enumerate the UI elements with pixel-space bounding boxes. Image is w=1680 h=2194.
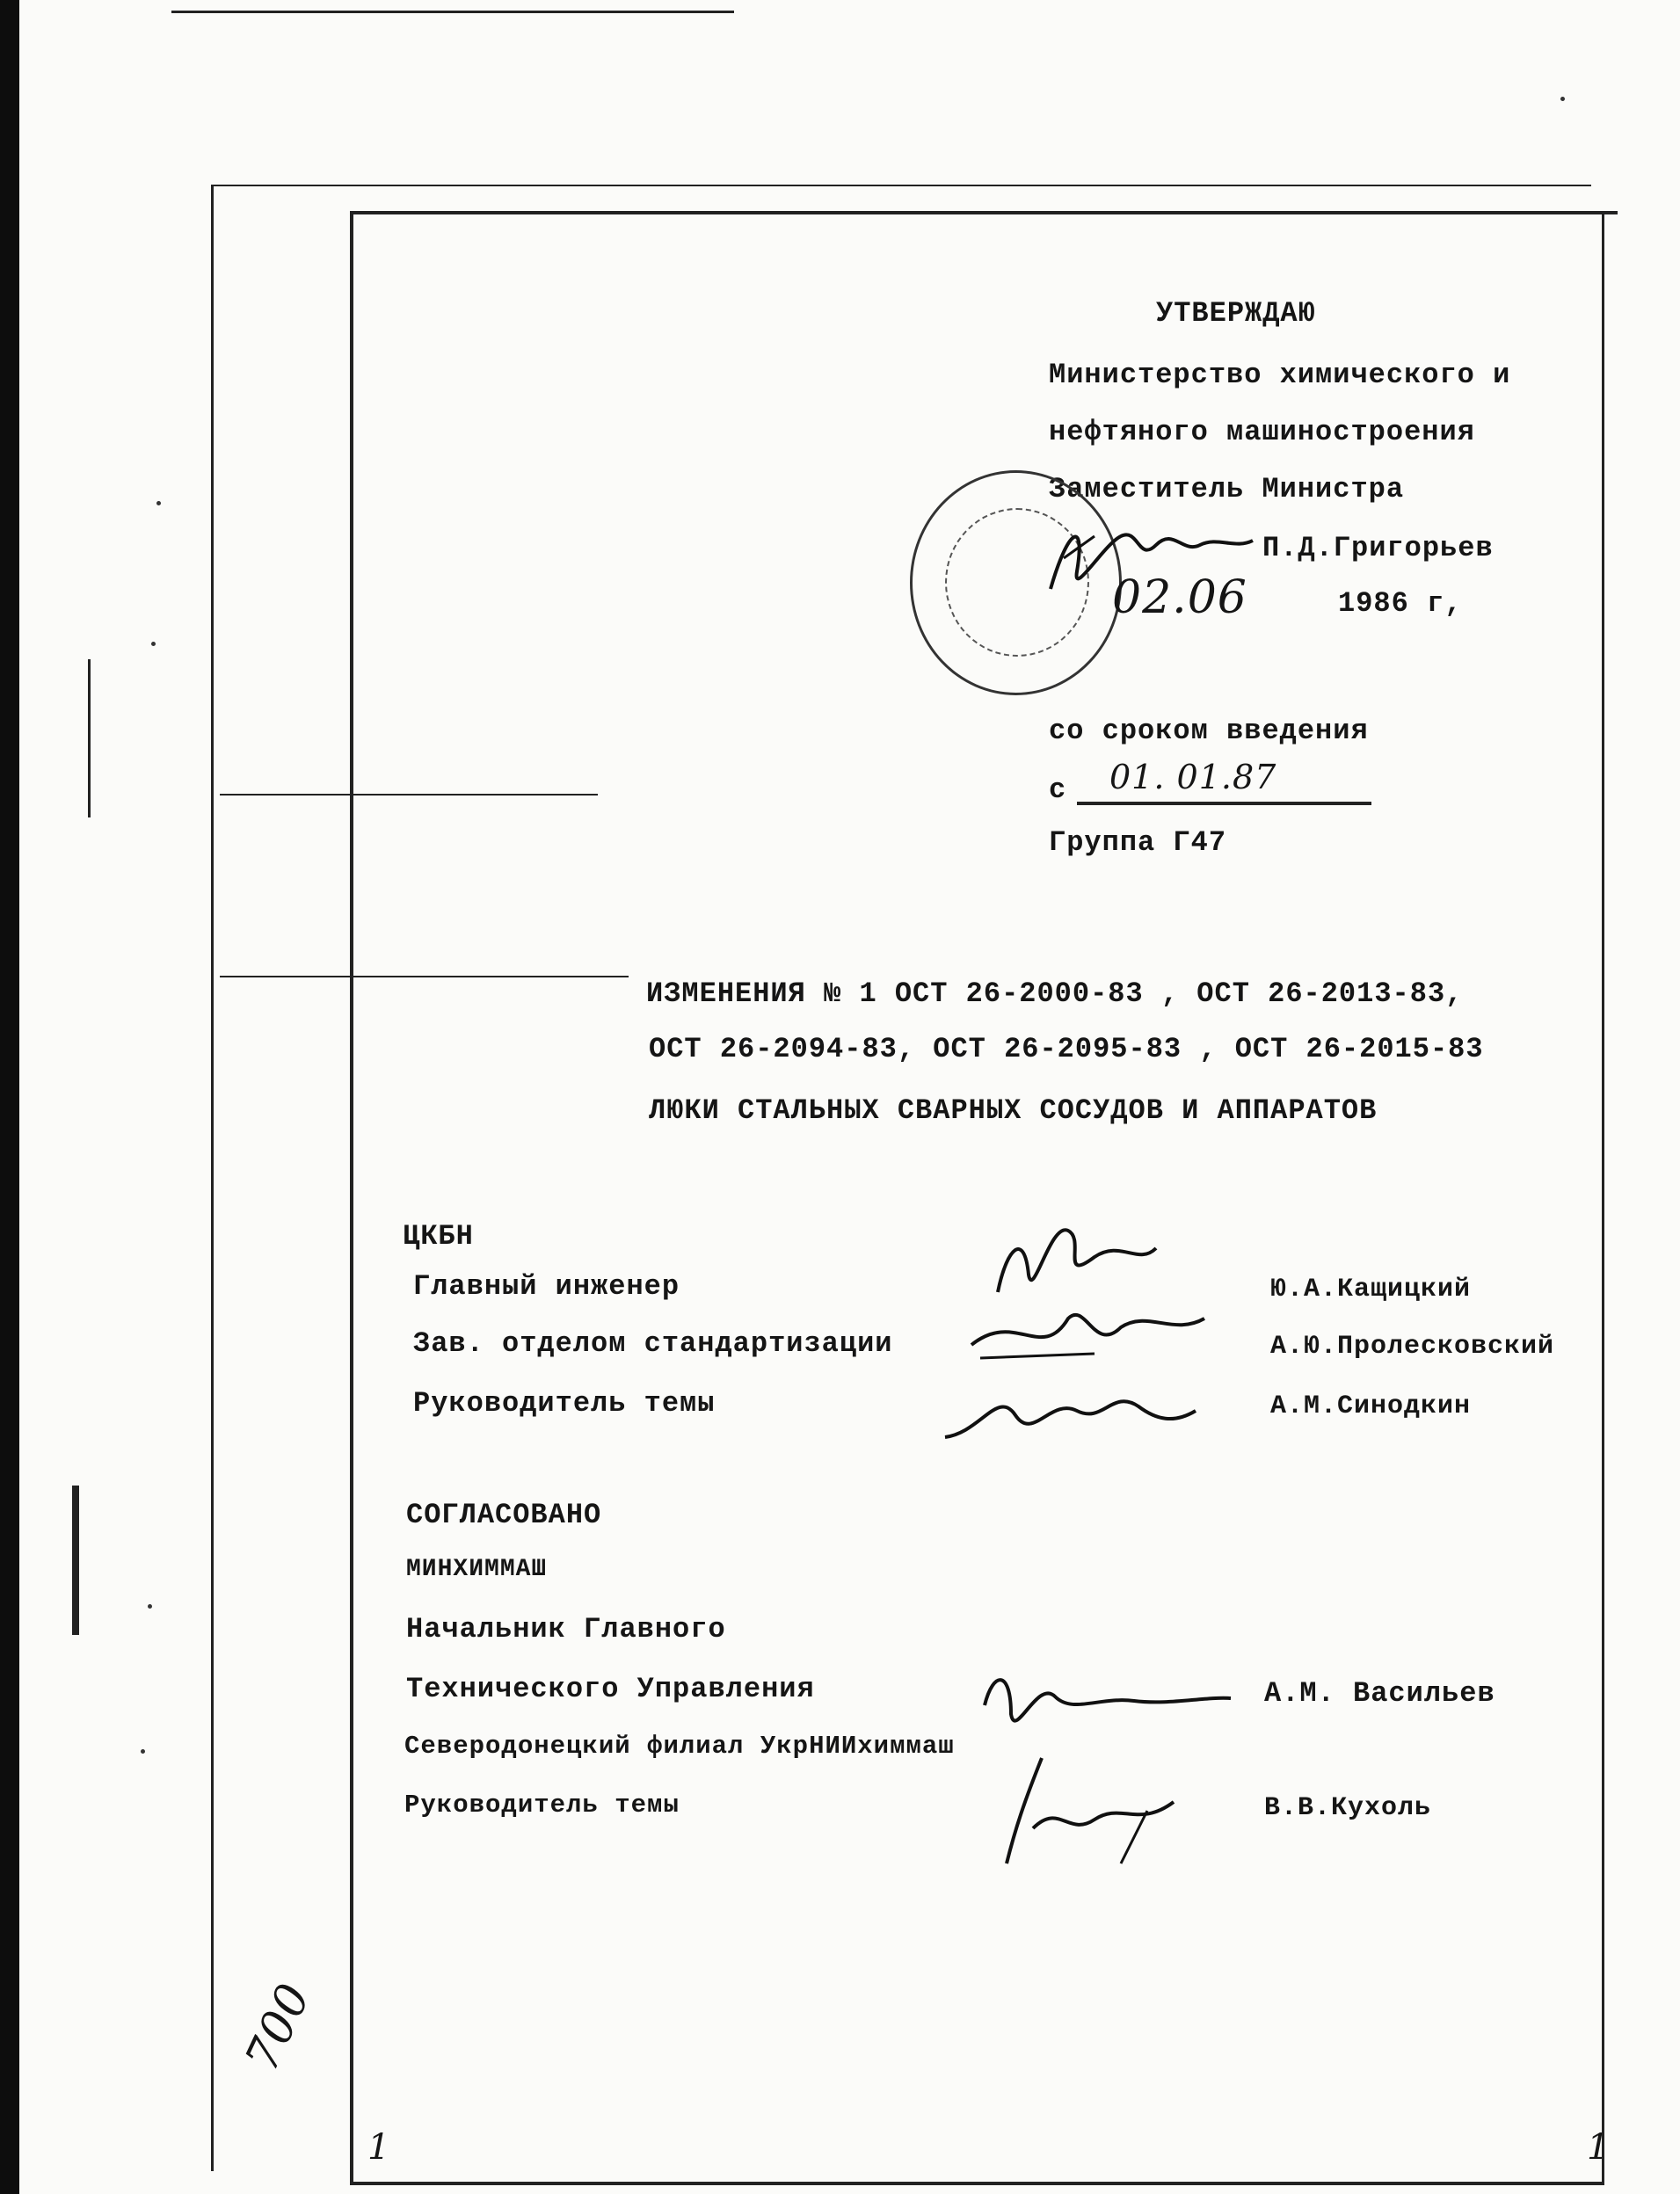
term-date: 01. 01.87 [1109, 758, 1277, 796]
developer-signature-3 [936, 1371, 1200, 1450]
title-line-2: ОСТ 26-2094-83, ОСТ 26-2095-83 , ОСТ 26-2015-83 [649, 1033, 1484, 1065]
approval-heading: УТВЕРЖДАЮ [1156, 297, 1316, 330]
developer-org: ЦКБН [403, 1220, 474, 1253]
developer-role-1: Главный инженер [413, 1270, 680, 1303]
inner-frame-bottom [350, 2182, 1604, 2185]
developer-signature-2 [963, 1292, 1209, 1371]
agreed-signature-1 [976, 1661, 1240, 1749]
corner-handwritten-number: 700 [236, 1975, 322, 2080]
agreed-lead: Руководитель темы [404, 1791, 680, 1820]
ministry-line-1: Министерство химического и [1049, 359, 1511, 391]
title-line-3: ЛЮКИ СТАЛЬНЫХ СВАРНЫХ СОСУДОВ И АППАРАТОВ [649, 1094, 1378, 1127]
agreed-line-2: Технического Управления [406, 1673, 815, 1705]
agreed-signature-2 [989, 1749, 1200, 1872]
scan-speck [156, 501, 161, 505]
agreed-name-1: А.М. Васильев [1264, 1677, 1495, 1710]
group-code: Группа Г47 [1049, 826, 1227, 859]
approval-date-handwritten: 02.06 [1112, 571, 1247, 624]
scan-speck [151, 642, 156, 646]
page-mark-right: 1 [1587, 2127, 1611, 2168]
deputy-minister: Заместитель Министра [1049, 473, 1405, 505]
approval-year: 1986 г, [1338, 587, 1463, 620]
margin-bracket-2 [72, 1486, 79, 1635]
scan-speck [148, 1604, 152, 1609]
term-label: со сроком введения [1049, 715, 1369, 747]
agreed-branch: Северодонецкий филиал УкрНИИхиммаш [404, 1732, 955, 1761]
developer-role-2: Зав. отделом стандартизации [413, 1327, 893, 1360]
agreed-heading: СОГЛАСОВАНО [406, 1499, 602, 1531]
inner-frame-right [1602, 211, 1604, 2184]
developer-role-3: Руководитель темы [413, 1387, 716, 1420]
scan-speck [1560, 97, 1565, 101]
outer-frame-top [211, 185, 1591, 186]
developer-name-3: А.М.Синодкин [1270, 1391, 1472, 1421]
fold-line-2 [220, 976, 629, 977]
inner-frame-top [352, 211, 1618, 214]
top-scan-line [171, 11, 734, 13]
ministry-line-2: нефтяного машиностроения [1049, 416, 1475, 448]
outer-frame-left [211, 185, 214, 2171]
inner-frame-left [350, 211, 353, 2184]
margin-bracket-1 [88, 659, 91, 817]
scan-speck [141, 1749, 145, 1754]
developer-name-1: Ю.А.Кащицкий [1270, 1275, 1472, 1304]
title-line-1: ИЗМЕНЕНИЯ № 1 ОСТ 26-2000-83 , ОСТ 26-2013-83, [646, 977, 1464, 1010]
agreed-name-2: В.В.Кухоль [1264, 1793, 1432, 1823]
scan-left-edge [0, 0, 19, 2194]
fold-line-1 [220, 794, 598, 796]
agreed-org: МИНХИММАШ [406, 1556, 548, 1583]
agreed-line-1: Начальник Главного [406, 1613, 726, 1646]
page-mark-left: 1 [367, 2127, 391, 2168]
term-prefix: с [1049, 774, 1067, 806]
approval-signer: П.Д.Григорьев [1262, 532, 1494, 564]
developer-name-2: А.Ю.Пролесковский [1270, 1332, 1555, 1362]
term-date-underline [1077, 802, 1371, 805]
